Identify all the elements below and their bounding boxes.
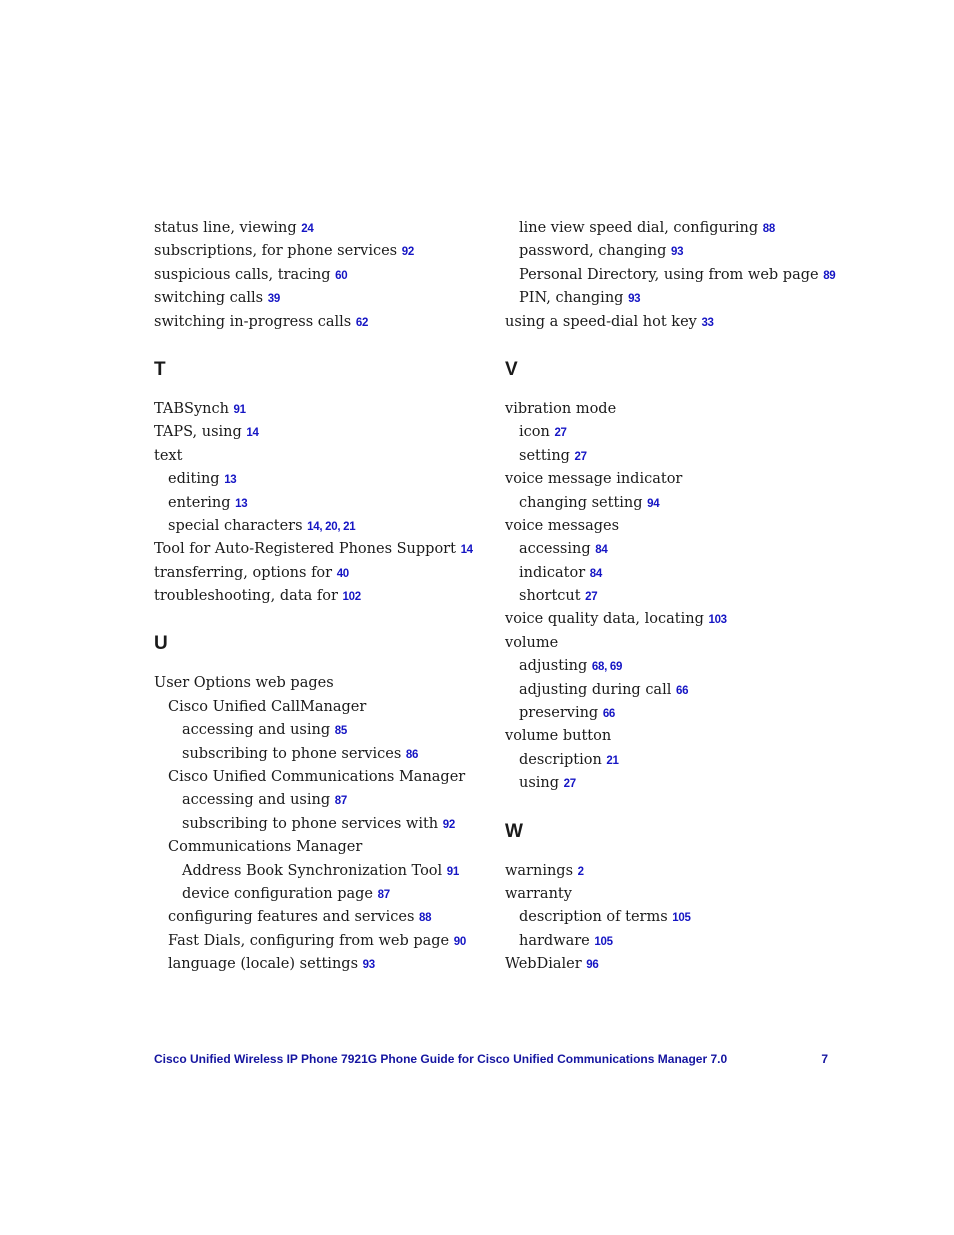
index-entry: [505, 749, 845, 772]
index-entry-text: volume: [505, 634, 559, 651]
index-entry: [505, 883, 845, 906]
index-entry-text: device configuration page: [182, 885, 373, 902]
section-letter-t: T: [154, 358, 166, 380]
page-link-84[interactable]: 84: [589, 567, 602, 580]
page-link-24[interactable]: 24: [301, 223, 314, 235]
index-entry-text: WebDialer: [505, 956, 582, 973]
page-link-89[interactable]: 89: [823, 269, 836, 282]
page-link-separator: ,: [604, 661, 610, 674]
index-entry-text: adjusting during call: [519, 681, 672, 698]
index-entry: [154, 836, 484, 859]
index-entry-text: entering: [168, 494, 231, 511]
index-entry-text: vibration mode: [505, 400, 617, 417]
index-entry-text: language (locale) settings: [168, 956, 359, 973]
index-entry-text: suspicious calls, tracing: [154, 266, 331, 283]
page-link-13[interactable]: 13: [235, 497, 248, 510]
page-link-66[interactable]: 66: [602, 708, 616, 721]
index-entry: [505, 585, 845, 608]
section-spacer: [505, 796, 845, 820]
index-entry: [505, 953, 845, 976]
index-entry: [154, 492, 484, 515]
page-link-60[interactable]: 60: [335, 269, 348, 282]
page-link-20[interactable]: 20: [325, 520, 338, 533]
index-entry-text: adjusting: [519, 658, 588, 675]
index-entry-text: icon: [519, 424, 550, 441]
page-link-13[interactable]: 13: [224, 474, 237, 487]
page-link-62[interactable]: 62: [355, 316, 369, 329]
page-link-87[interactable]: 87: [377, 888, 390, 901]
index-entry: [505, 421, 845, 444]
index-entry-text: configuring features and services: [168, 909, 415, 926]
index-entry-text: accessing: [519, 541, 591, 558]
index-entry: [154, 421, 484, 444]
index-entry-text: using: [519, 775, 560, 792]
index-entry: [505, 468, 845, 491]
index-entry-text: line view speed dial, configuring: [519, 220, 759, 236]
index-entry: [154, 696, 484, 719]
page-link-102[interactable]: 102: [342, 591, 361, 604]
index-entry: [505, 930, 845, 953]
page-link-90[interactable]: 90: [453, 935, 466, 948]
index-entry: [505, 240, 845, 263]
index-entry: [505, 772, 845, 795]
index-entry-text: text: [154, 447, 183, 464]
index-entry-text: warnings: [505, 862, 574, 879]
index-entry: [154, 264, 484, 287]
page-link-27[interactable]: 27: [585, 591, 598, 604]
page-link-33[interactable]: 33: [701, 316, 714, 329]
index-entry-text: indicator: [519, 564, 586, 581]
index-entry-text: Address Book Synchronization Tool: [182, 862, 443, 879]
index-entry: [154, 217, 484, 240]
index-entry: [505, 655, 845, 678]
page-link-21[interactable]: 21: [606, 754, 619, 767]
index-entry: [154, 883, 484, 906]
page-link-93[interactable]: 93: [628, 293, 641, 306]
page-link-40[interactable]: 40: [336, 567, 349, 580]
index-entry-text: volume button: [505, 728, 612, 745]
index-entry-text: Cisco Unified CallManager: [168, 698, 367, 715]
page-link-68[interactable]: 68: [591, 661, 605, 674]
index-entry: [505, 287, 845, 310]
index-entry: [154, 538, 484, 561]
index-entry: [154, 672, 484, 695]
page-link-105[interactable]: 105: [594, 935, 613, 948]
index-entry: [505, 492, 845, 515]
page-link-93[interactable]: 93: [670, 246, 684, 259]
index-entry-text: voice messages: [505, 517, 620, 534]
page-link-39[interactable]: 39: [267, 293, 280, 306]
page-link-94[interactable]: 94: [647, 497, 660, 510]
index-entry: [154, 766, 484, 789]
page-link-86[interactable]: 86: [405, 748, 419, 761]
index-entry-text: accessing and using: [182, 792, 331, 809]
index-entry: [154, 719, 484, 742]
index-entry-text: setting: [519, 447, 570, 464]
index-entry-text: hardware: [519, 932, 590, 949]
index-entry: [154, 953, 484, 976]
index-entry: [154, 515, 484, 538]
index-entry: [154, 562, 484, 585]
index-entry: [505, 217, 845, 240]
index-entry-text: TAPS, using: [154, 424, 242, 441]
index-entry: [154, 906, 484, 929]
index-entry: [154, 789, 484, 812]
section-spacer: [505, 334, 845, 358]
index-entry-text: User Options web pages: [154, 675, 334, 692]
index-entry: [505, 725, 845, 748]
index-column-left: [154, 217, 484, 977]
index-entry: [505, 562, 845, 585]
page-link-separator: ,: [319, 520, 326, 533]
index-entry: [154, 311, 484, 334]
page-link-14[interactable]: 14: [307, 520, 320, 533]
index-entry: [505, 515, 845, 538]
index-entry-text: accessing and using: [182, 722, 331, 739]
page-link-105[interactable]: 105: [672, 912, 691, 925]
section-spacer: [154, 334, 484, 358]
page-link-92[interactable]: 92: [442, 818, 455, 831]
footer-title: Cisco Unified Wireless IP Phone 7921G Phone Guide for Cisco Unified Communications Manager 7.0: [154, 1052, 728, 1066]
index-entry: [154, 445, 484, 468]
index-entry: [154, 240, 484, 263]
section-spacer: [154, 608, 484, 632]
index-entry-text: status line, viewing: [154, 220, 297, 236]
footer-page-number: 7: [821, 1052, 828, 1066]
section-letter-v: V: [505, 358, 518, 380]
index-entry: [505, 311, 845, 334]
index-entry-text: voice quality data, locating: [505, 611, 704, 628]
index-entry-text: subscribing to phone services with: [182, 815, 439, 832]
index-entry: [505, 445, 845, 468]
page-link-27[interactable]: 27: [574, 450, 587, 463]
page-link-66[interactable]: 66: [675, 684, 689, 697]
page-link-88[interactable]: 88: [762, 223, 775, 235]
index-entry-text: PIN, changing: [519, 290, 624, 307]
index-entry: [505, 538, 845, 561]
index-entry-text: Fast Dials, configuring from web page: [168, 932, 450, 949]
index-entry-text: switching calls: [154, 290, 264, 307]
index-column-right: [505, 217, 845, 977]
page-link-88[interactable]: 88: [419, 912, 432, 925]
index-entry: [505, 608, 845, 631]
index-entry-text: voice message indicator: [505, 471, 683, 488]
index-entry: [505, 679, 845, 702]
index-entry-text: Personal Directory, using from web page: [519, 266, 819, 283]
index-entry-text: subscribing to phone services: [182, 745, 402, 762]
index-entry-text: changing setting: [519, 494, 643, 511]
page-link-91[interactable]: 91: [446, 865, 459, 878]
index-entry-text: using a speed-dial hot key: [505, 313, 697, 330]
index-entry: [154, 585, 484, 608]
page-link-85[interactable]: 85: [334, 725, 347, 738]
section-letter-u: U: [154, 633, 168, 655]
page-link-21[interactable]: 21: [343, 520, 356, 533]
index-entry-text: password, changing: [519, 243, 667, 260]
index-entry: [505, 702, 845, 725]
index-entry-text: Cisco Unified Communications Manager: [168, 769, 466, 786]
page-link-27[interactable]: 27: [554, 427, 567, 440]
page-footer: [154, 1052, 828, 1066]
index-entry: [154, 813, 484, 836]
index-entry: [505, 264, 845, 287]
index-entry-text: subscriptions, for phone services: [154, 243, 398, 260]
index-entry-text: troubleshooting, data for: [154, 588, 338, 605]
page-link-separator: ,: [337, 520, 344, 533]
page-link-14[interactable]: 14: [246, 427, 259, 440]
index-entry: [154, 743, 484, 766]
index-entry: [154, 860, 484, 883]
index-entry-text: shortcut: [519, 588, 581, 605]
section-letter-w: W: [505, 820, 523, 842]
index-entry-text: editing: [168, 471, 220, 488]
index-entry-text: description of terms: [519, 909, 668, 926]
index-entry: [154, 930, 484, 953]
index-entry-text: TABSynch: [154, 400, 229, 417]
index-entry-text: transferring, options for: [154, 564, 333, 581]
page-link-92[interactable]: 92: [401, 246, 414, 259]
page-link-91[interactable]: 91: [233, 403, 246, 416]
index-entry-text: Tool for Auto-Registered Phones Support: [154, 541, 456, 558]
page-link-96[interactable]: 96: [586, 959, 599, 972]
page-link-93[interactable]: 93: [362, 959, 375, 972]
page-link-87[interactable]: 87: [334, 795, 347, 808]
page-link-69[interactable]: 69: [609, 661, 623, 674]
index-entry: [154, 468, 484, 491]
page-link-14[interactable]: 14: [460, 544, 473, 557]
index-entry-text: warranty: [505, 885, 572, 902]
index-entry: [505, 398, 845, 421]
index-entry: [505, 906, 845, 929]
index-entry-text: Communications Manager: [168, 839, 363, 856]
index-entry: [505, 632, 845, 655]
page-link-2[interactable]: 2: [577, 865, 584, 878]
index-entry: [154, 287, 484, 310]
page-link-84[interactable]: 84: [595, 544, 608, 557]
page-link-27[interactable]: 27: [563, 778, 576, 791]
index-entry: [154, 398, 484, 421]
index-entry-text: description: [519, 751, 602, 768]
index-entry-text: special characters: [168, 517, 303, 534]
index-entry-text: preserving: [519, 705, 599, 722]
index-entry-text: switching in-progress calls: [154, 313, 352, 330]
page-link-103[interactable]: 103: [708, 614, 727, 627]
index-entry: [505, 860, 845, 883]
